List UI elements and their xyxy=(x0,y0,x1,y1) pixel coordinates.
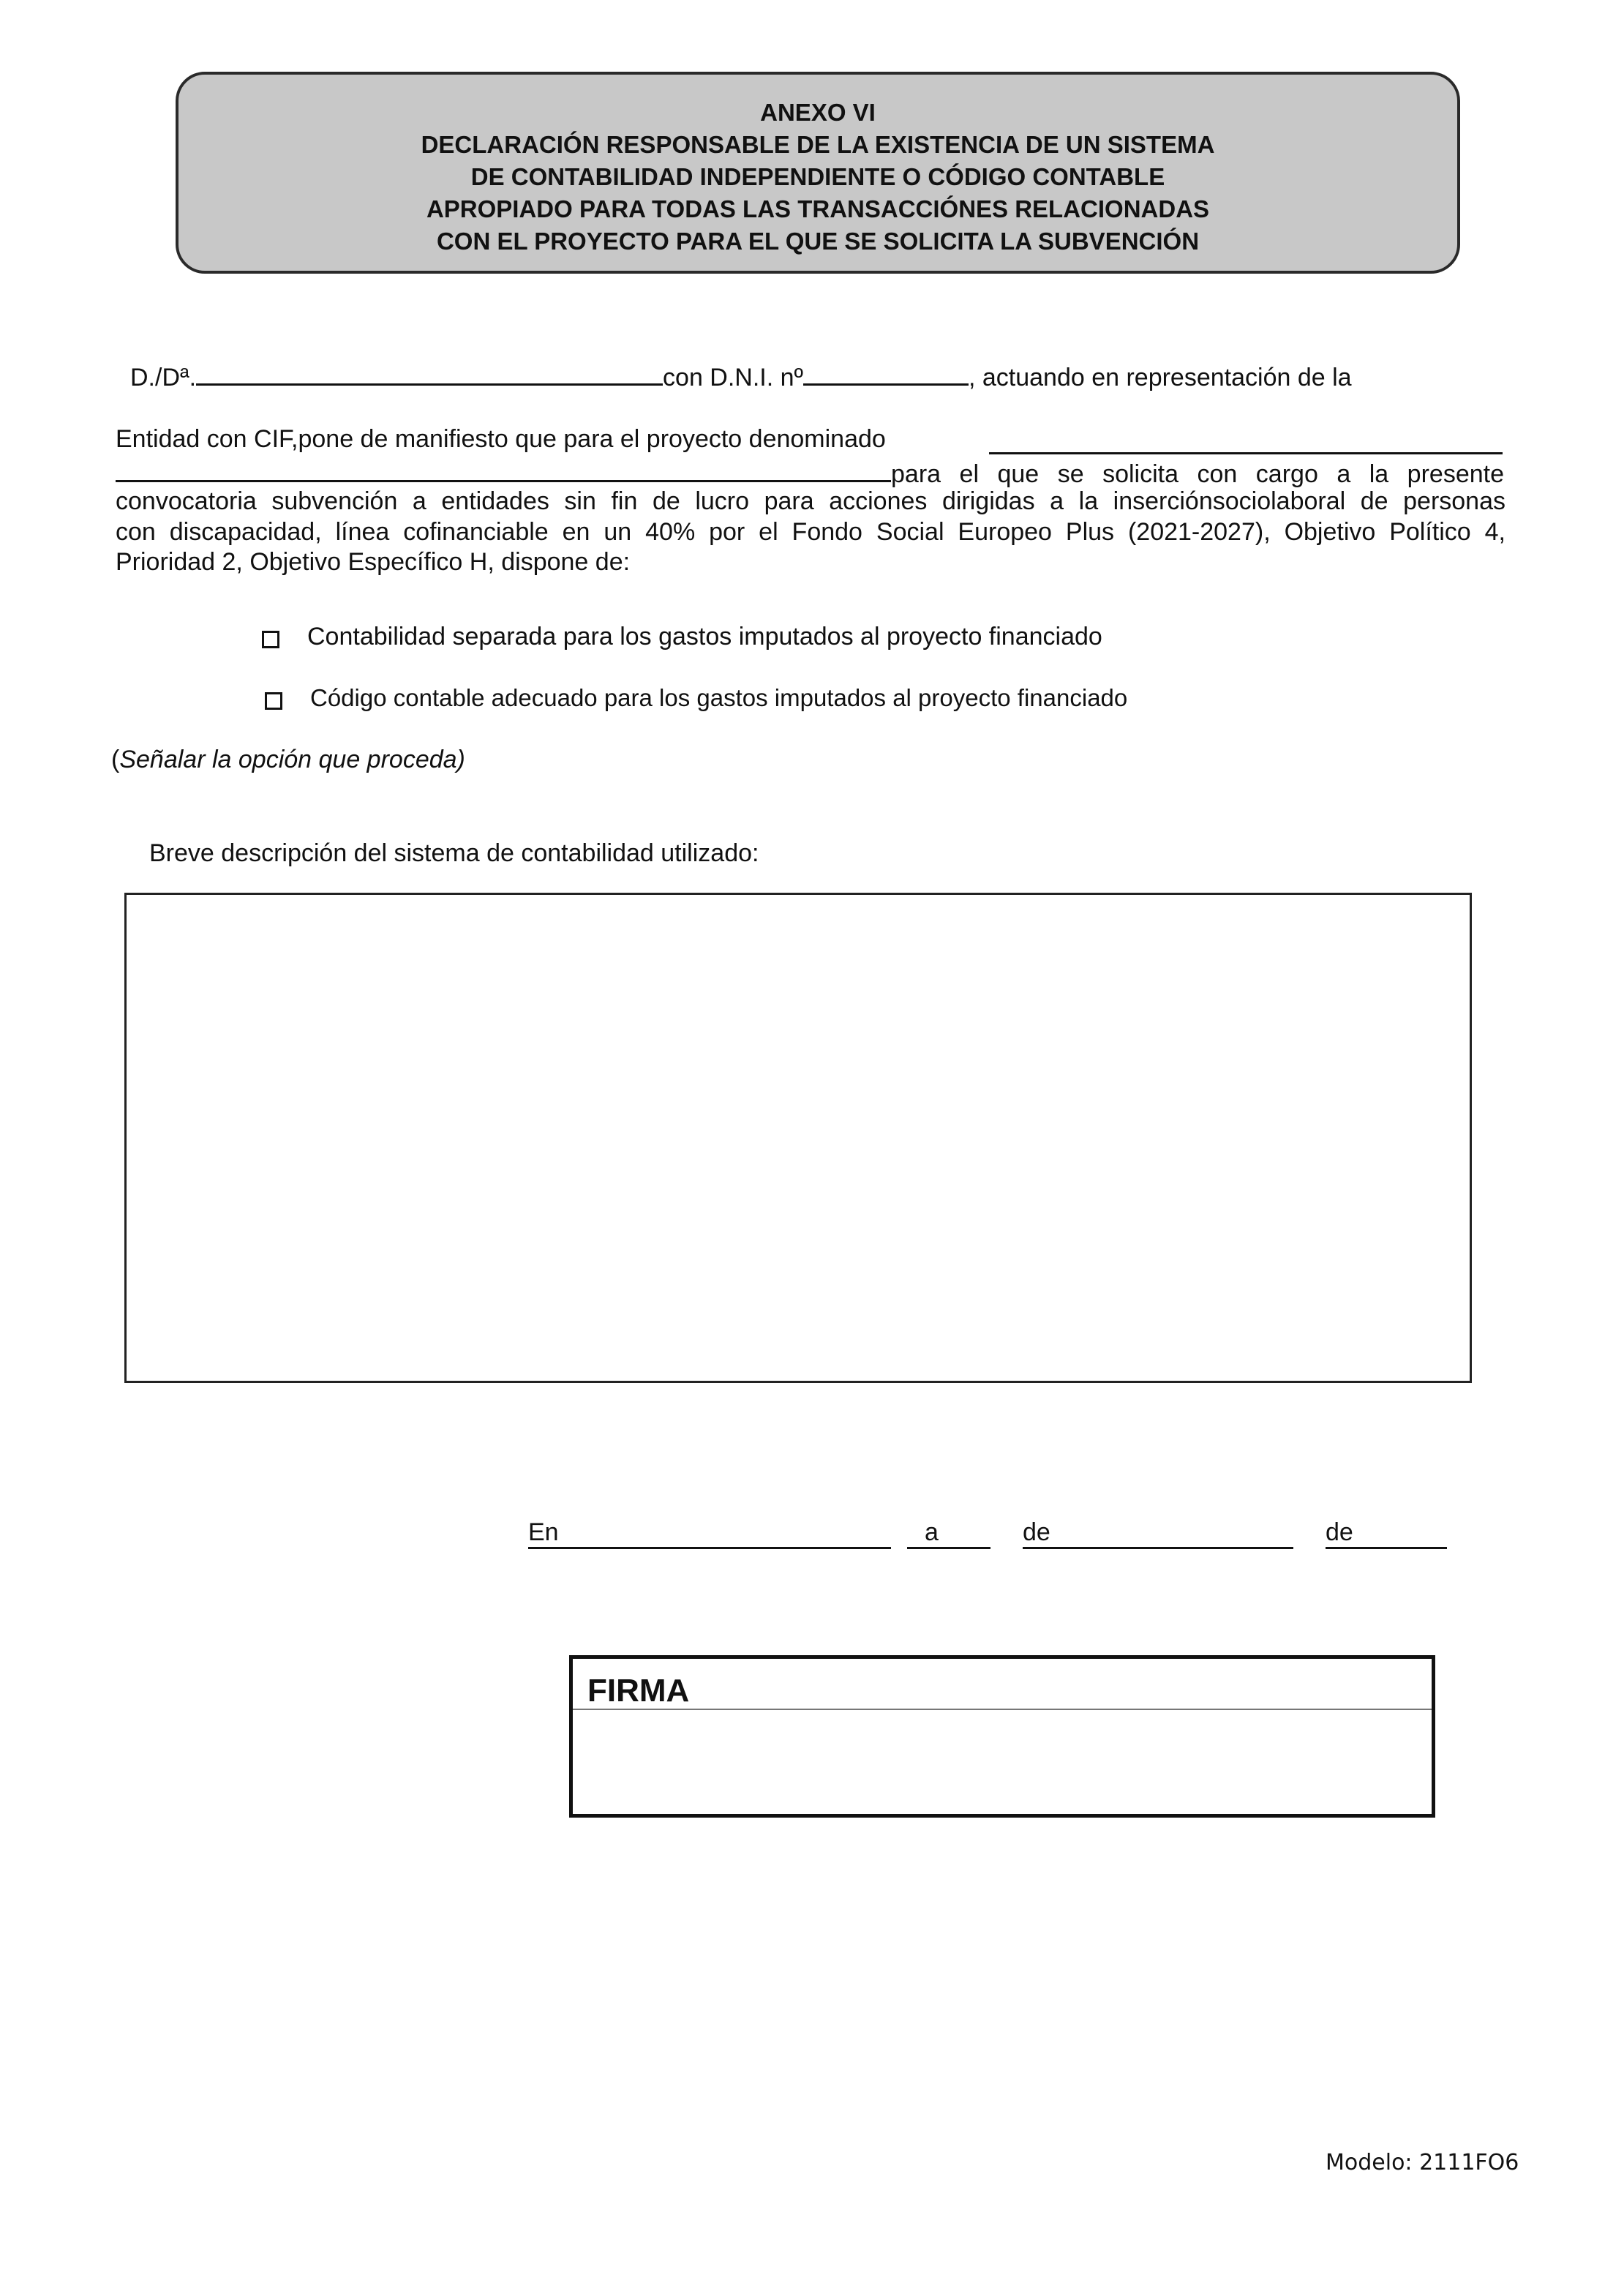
month-de-label: de xyxy=(1023,1518,1050,1546)
entity-line-4: con discapacidad, línea cofinanciable en un 40% por el Fondo Social Europeo Plus (2021-2027), Objetivo Político 4, xyxy=(116,518,1505,546)
month-field[interactable] xyxy=(1023,1518,1293,1549)
selection-note-text: Señalar la opción que proceda) xyxy=(119,746,465,773)
declarant-line xyxy=(130,363,1352,392)
representation-text: , actuando en representación de la xyxy=(968,364,1352,391)
entity-line-3: convocatoria subvención a entidades sin fin de lucro para acciones dirigidas a la inserciónsociolaboral de personas xyxy=(116,487,1505,515)
option-accounting-code-checkbox[interactable] xyxy=(265,692,282,710)
project-name-continuation-field[interactable] xyxy=(116,455,891,482)
option-separate-accounting-checkbox[interactable] xyxy=(262,631,279,648)
declarant-prefix: D./Dª. xyxy=(130,364,197,391)
entity-line-1-text: Entidad con CIF,pone de manifiesto que para el proyecto denominado xyxy=(116,425,886,453)
annex-title-line-4: CON EL PROYECTO PARA EL QUE SE SOLICITA LA SUBVENCIÓN xyxy=(436,228,1200,255)
description-textarea[interactable] xyxy=(124,893,1472,1383)
annex-header xyxy=(176,72,1460,274)
entity-line-2 xyxy=(116,455,1505,490)
signature-box[interactable] xyxy=(569,1655,1435,1818)
dni-field[interactable] xyxy=(803,383,969,386)
annex-title-line-2: DE CONTABILIDAD INDEPENDIENTE O CÓDIGO CONTABLE xyxy=(470,163,1165,190)
entity-line-5: Prioridad 2, Objetivo Específico H, dispone de: xyxy=(116,548,631,576)
declarant-name-field[interactable] xyxy=(196,383,663,386)
place-en-label: En xyxy=(528,1518,559,1546)
signature-divider xyxy=(573,1709,1432,1710)
entity-line-2-text: para el que se solicita con cargo a la presente xyxy=(891,460,1504,488)
place-date-line xyxy=(528,1518,1447,1549)
selection-note-paren: ( xyxy=(111,746,120,773)
place-field[interactable] xyxy=(528,1518,891,1549)
selection-note xyxy=(111,745,465,774)
annex-title-line-3: APROPIADO PARA TODAS LAS TRANSACCIÓNES RELACIONADAS xyxy=(426,195,1210,222)
description-label: Breve descripción del sistema de contabilidad utilizado: xyxy=(149,839,759,867)
annex-title-line-1: DECLARACIÓN RESPONSABLE DE LA EXISTENCIA DE UN SISTEMA xyxy=(421,131,1215,158)
model-code: Modelo: 2111FO6 xyxy=(1326,2150,1519,2175)
year-field[interactable] xyxy=(1326,1518,1447,1549)
year-de-label: de xyxy=(1326,1518,1353,1546)
entity-line-1 xyxy=(116,424,886,454)
signature-title: FIRMA xyxy=(587,1673,690,1709)
annex-number: ANEXO VI xyxy=(760,99,876,126)
option-separate-accounting-label: Contabilidad separada para los gastos imputados al proyecto financiado xyxy=(307,623,1102,651)
day-a-label: a xyxy=(925,1518,939,1546)
dni-label: con D.N.I. nº xyxy=(663,364,803,391)
project-name-field[interactable] xyxy=(989,426,1503,454)
day-field[interactable] xyxy=(907,1518,990,1549)
option-accounting-code-label: Código contable adecuado para los gastos imputados al proyecto financiado xyxy=(310,684,1128,711)
